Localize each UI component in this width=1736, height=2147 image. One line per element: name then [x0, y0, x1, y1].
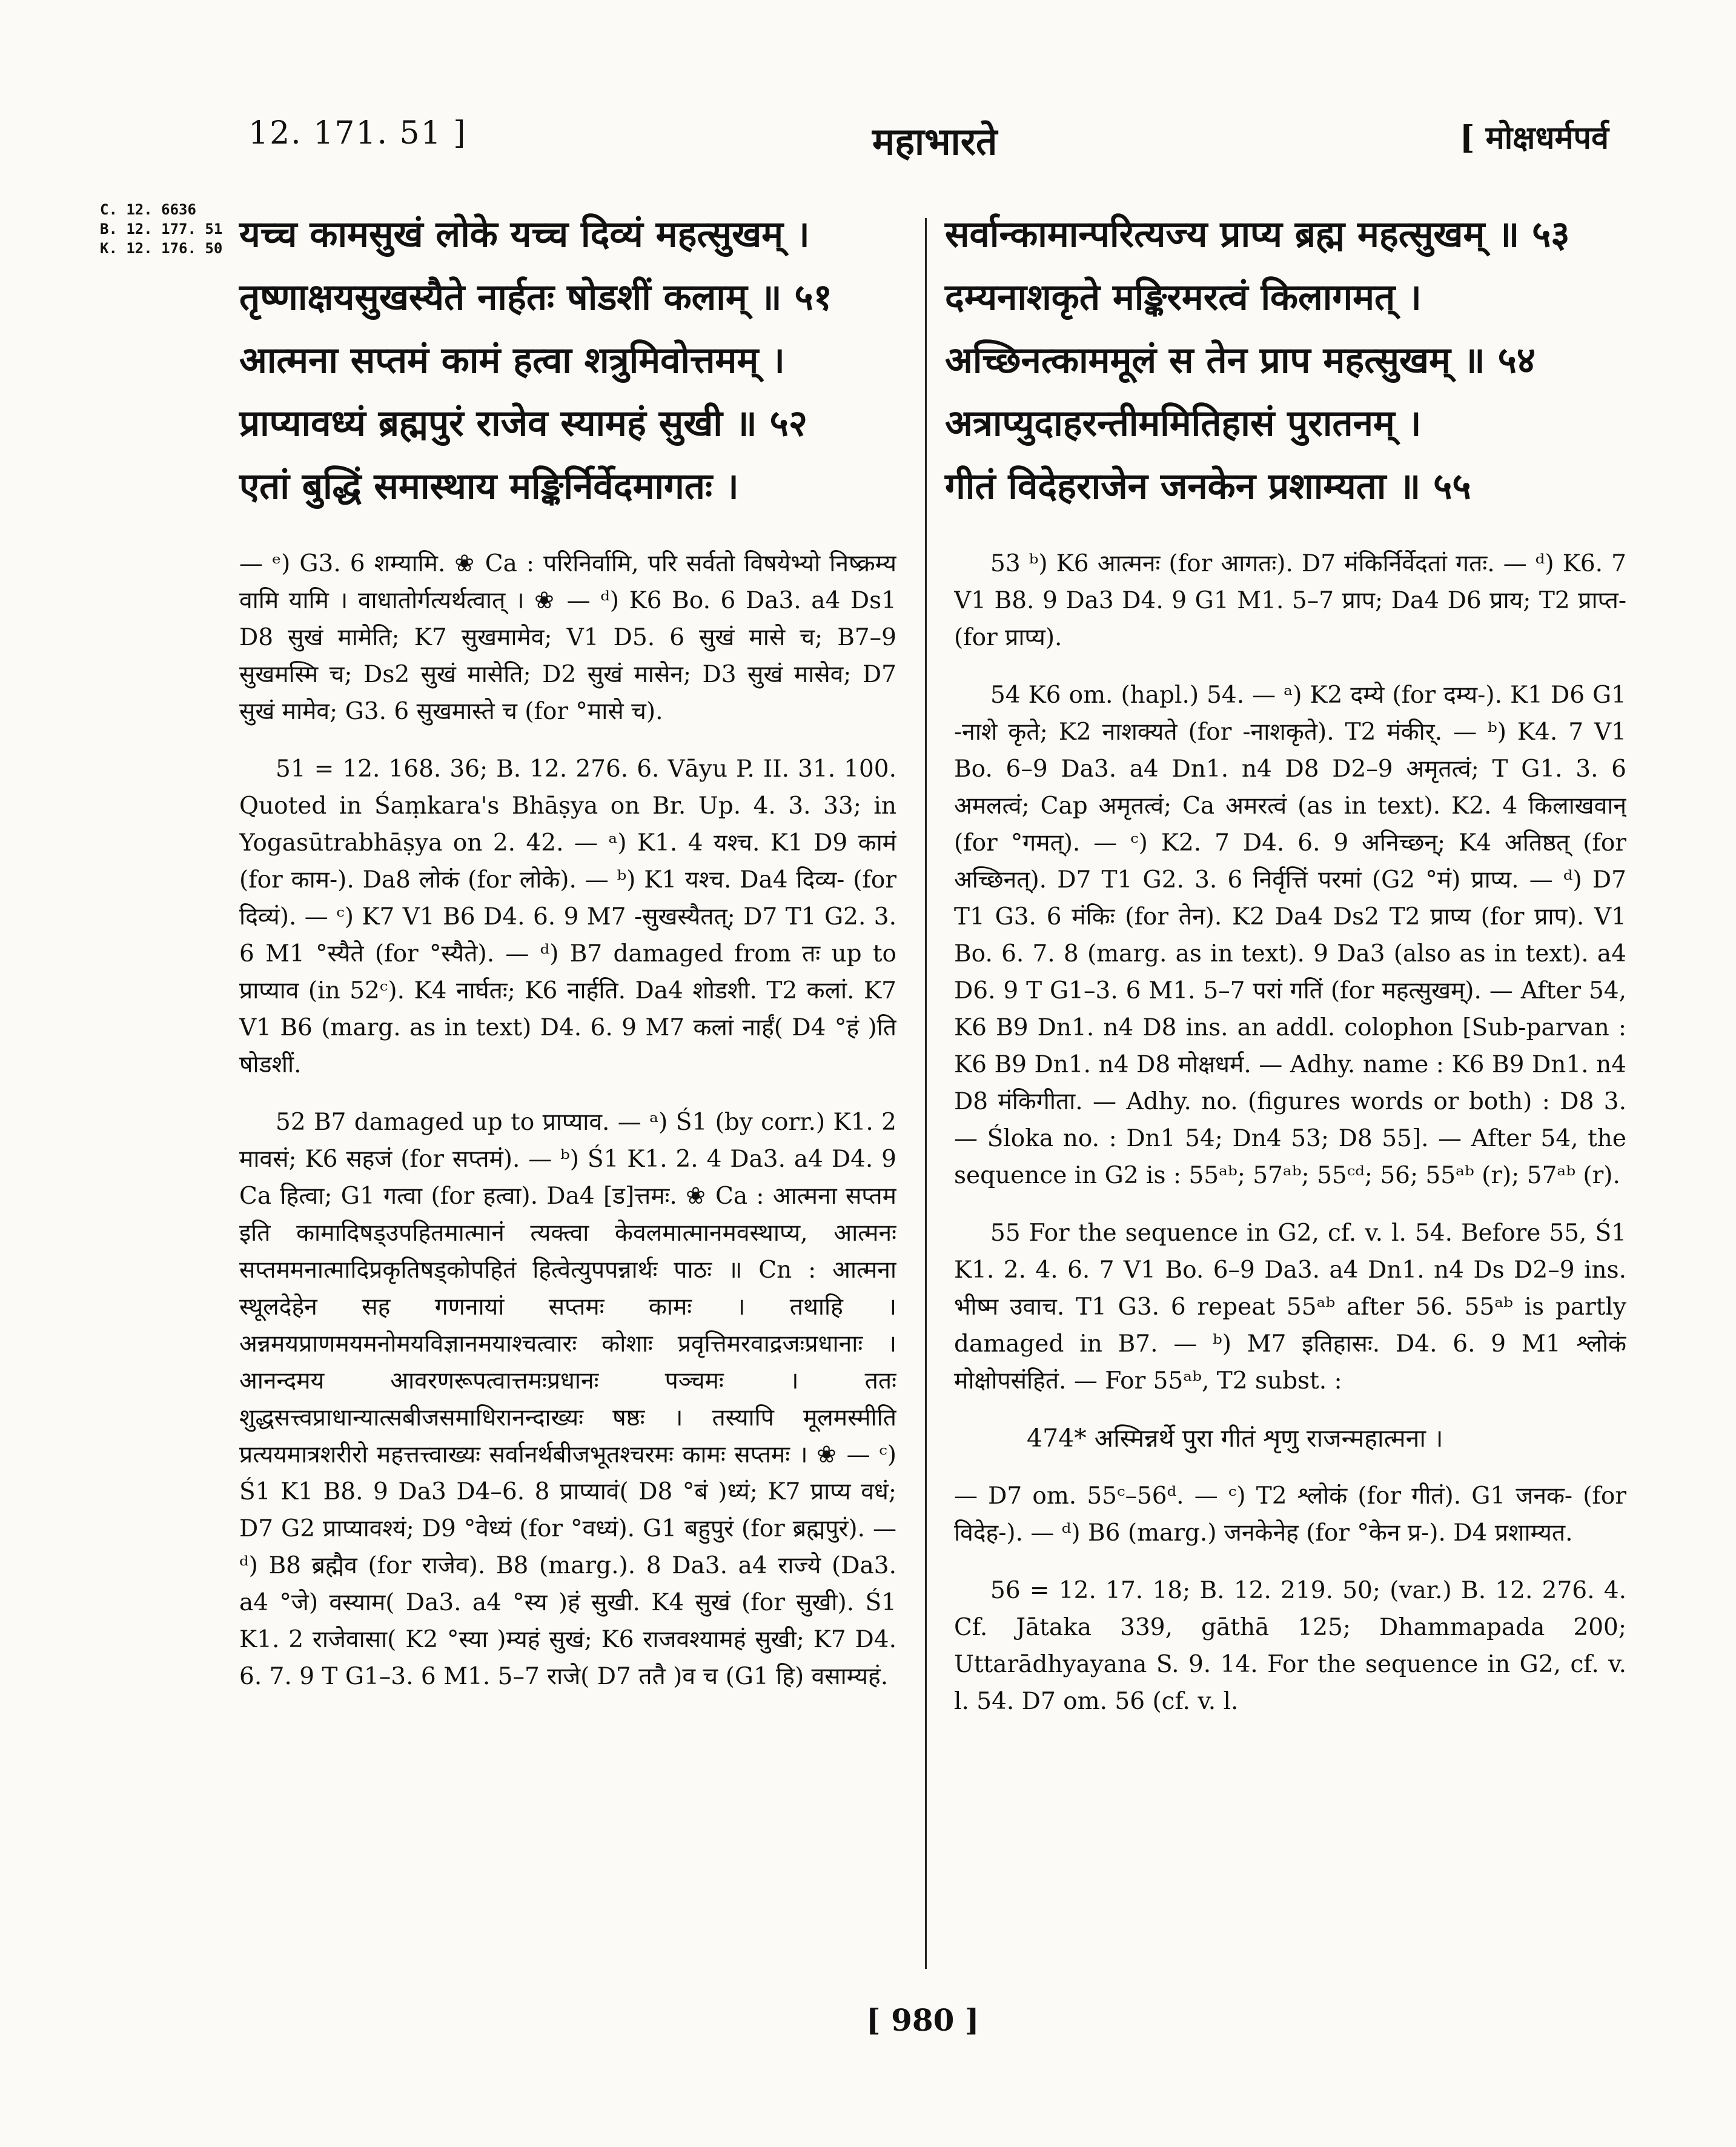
column-divider: [925, 218, 927, 1969]
note-paragraph: 56 = 12. 17. 18; B. 12. 219. 50; (var.) B. 12. 276. 4. Cf. Jātaka 339, gāthā 125; Dhammapada 200; Uttarādhyayana S. 9. 14. For the sequence in G2, cf. v. l. 54. D7 om. 56 (cf. v. l.: [954, 1577, 1626, 1715]
critical-notes-right: [954, 545, 1626, 2011]
concordance-references: [100, 200, 222, 258]
note-paragraph: 55 For the sequence in G2, cf. v. l. 54. Before 55, Ś1 K1. 2. 4. 6. 7 V1 Bo. 6–9 Da3. a4 Dn1. n4 Ds D2–9 ins. भीष्म उवाच. T1 G3. 6 repeat 55ᵃᵇ after 56. 55ᵃᵇ is partly damaged in B7. — ᵇ) M7 इतिहासः. D4. 6. 9 M1 श्लोकं मोक्षोपसंहितं. — For 55ᵃᵇ, T2 subst. :: [954, 1220, 1626, 1395]
verse-line: आत्मना सप्तमं कामं हत्वा शत्रुमिवोत्तमम् ।: [239, 339, 785, 382]
verse-line: सर्वान्कामान्परित्यज्य प्राप्य ब्रह्म महत्सुखम् ॥ ५३: [945, 213, 1570, 256]
verse-line: एतां बुद्धिं समास्थाय मङ्किर्निर्वेदमागतः ।: [239, 465, 739, 508]
section-title: [ मोक्षधर्मपर्व: [1459, 119, 1609, 156]
verse-line: अच्छिनत्काममूलं स तेन प्राप महत्सुखम् ॥ ५४: [945, 339, 1536, 382]
note-paragraph: — ᵉ) G3. 6 शम्यामि. ❀ Ca : परिनिर्वामि, परि सर्वतो विषयेभ्यो निष्क्रम्य वामि यामि । वाधातोर्गत्यर्थत्वात् । ❀ — ᵈ) K6 Bo. 6 Da3. a4 Ds1 D8 सुखं मामेति; K7 सुखमामेव; V1 D5. 6 सुखं मासे च; B7–9 सुखमस्मि च; Ds2 सुखं मासेति; D2 सुखं मासेन; D3 सुखं मासेव; D7 सुखं मामेव; G3. 6 सुखमास्ते च (for °मासे च).: [239, 550, 896, 725]
verse-line: गीतं विदेहराजेन जनकेन प्रशाम्यता ॥ ५५: [945, 465, 1471, 508]
note-paragraph: 53 ᵇ) K6 आत्मनः (for आगतः). D7 मंकिर्निर्वेदतां गतः. — ᵈ) K6. 7 V1 B8. 9 Da3 D4. 9 G1 M1. 5–7 प्राप; Da4 D6 प्राय; T2 प्राप्त- (for प्राप्य).: [954, 550, 1626, 651]
header-reference: 12. 171. 51 ]: [248, 115, 467, 151]
note-paragraph: 52 B7 damaged up to प्राप्याव. — ᵃ) Ś1 (by corr.) K1. 2 मावसं; K6 सहजं (for सप्तमं). — ᵇ) Ś1 K1. 2. 4 Da3. a4 D4. 9 Ca हित्वा; G1 गत्वा (for हत्वा). Da4 [ड]त्तमः. ❀ Ca : आत्मना सप्तम इति कामादिषड्उपहितमात्मानं त्यक्त्वा केवलमात्मानमवस्थाप्य, आत्मनः सप्तममनात्मादिप्रकृतिषड्कोपहितं हित्वेत्युपपन्नार्थः पाठः ॥ Cn : आत्मना स्थूलदेहेन सह गणनायां सप्तमः कामः । तथाहि । अन्नमयप्राणमयमनोमयविज्ञानमयाश्चत्वारः कोशाः प्रवृत्तिमरवाद्रजःप्रधानाः । आनन्दमय आवरणरूपत्वात्तमःप्रधानः पञ्चमः । ततः शुद्धसत्त्वप्राधान्यात्सबीजसमाधिरानन्दाख्यः षष्ठः । तस्यापि मूलमस्मीति प्रत्ययमात्रशरीरो महत्तत्त्वाख्यः सर्वानर्थबीजभूतश्चरमः कामः सप्तमः । ❀ — ᶜ) Ś1 K1 B8. 9 Da3 D4–6. 8 प्राप्यावं( D8 °बं )ध्यं; K7 प्राप्य वधं; D7 G2 प्राप्यावश्यं; D9 °वेध्यं (for °वध्यं). G1 बहुपुरं (for ब्रह्मपुरं). — ᵈ) B8 ब्रह्मैव (for राजेव). B8 (marg.). 8 Da3. a4 राज्ये (Da3. a4 °जे) वस्याम( Da3. a4 °स्य )हं सुखी. K4 सुखं (for सुखी). Ś1 K1. 2 राजेवासा( K2 °स्या )म्यहं सुखं; K6 राजवश्यामहं सुखी; K7 D4. 6. 7. 9 T G1–3. 6 M1. 5–7 राजे( D7 ततै )व च (G1 हि) वसाम्यहं.: [239, 1109, 896, 1690]
page-number: [ 980 ]: [866, 2002, 979, 2038]
side-ref: K. 12. 176. 50: [100, 240, 223, 257]
note-paragraph: 54 K6 om. (hapl.) 54. — ᵃ) K2 दम्ये (for दम्य-). K1 D6 G1 -नाशे कृते; K2 नाशक्यते (for -नाशकृते). T2 मंकीर्. — ᵇ) K4. 7 V1 Bo. 6–9 Da3. a4 Dn1. n4 D8 D2–9 अमृतत्वं; T G1. 3. 6 अमलत्वं; Cap अमृतत्वं; Ca अमरत्वं (as in text). K2. 4 किलाखवान् (for °गमत्). — ᶜ) K2. 7 D4. 6. 9 अनिच्छन्; K4 अतिष्ठत् (for अच्छिनत्). D7 T1 G2. 3. 6 निर्वृत्तिं परमां (G2 °मं) प्राप्य. — ᵈ) D7 T1 G3. 6 मंकिः (for तेन). K2 Da4 Ds2 T2 प्राप्य (for प्राप). V1 Bo. 6. 7. 8 (marg. as in text). 9 Da3 (also as in text). a4 D6. 9 T G1–3. 6 M1. 5–7 परां गतिं (for महत्सुखम्). — After 54, K6 B9 Dn1. n4 D8 ins. an addl. colophon [Sub-parvan : K6 B9 Dn1. n4 D8 मोक्षधर्म. — Adhy. name : K6 B9 Dn1. n4 D8 मंकिगीता. — Adhy. no. (figures words or both) : D8 3. — Śloka no. : Dn1 54; Dn4 53; D8 55]. — After 54, the sequence in G2 is : 55ᵃᵇ; 57ᵃᵇ; 55ᶜᵈ; 56; 55ᵃᵇ (r); 57ᵃᵇ (r).: [954, 682, 1626, 1189]
page-title: महाभारते: [872, 119, 998, 164]
verse-line: अत्राप्युदाहरन्तीममितिहासं पुरातनम् ।: [945, 402, 1422, 445]
verse-line: तृष्णाक्षयसुखस्यैते नार्हतः षोडशीं कलाम् ॥ ५१: [239, 276, 832, 319]
verse-line: यच्च कामसुखं लोके यच्च दिव्यं महत्सुखम् ।: [239, 213, 810, 256]
verse-block-right: [945, 203, 1623, 518]
insertion-passage: 474* अस्मिन्नर्थे पुरा गीतं शृणु राजन्महात्मना ।: [1027, 1424, 1443, 1453]
verse-line: प्राप्यावध्यं ब्रह्मपुरं राजेव स्यामहं सुखी ॥ ५२: [239, 402, 807, 445]
side-ref: B. 12. 177. 51: [100, 221, 223, 237]
critical-notes-left: [239, 545, 896, 1993]
note-paragraph: — D7 om. 55ᶜ–56ᵈ. — ᶜ) T2 श्लोकं (for गीतं). G1 जनक- (for विदेह-). — ᵈ) B6 (marg.) जनकेनेह (for °केन प्र-). D4 प्रशाम्यत.: [954, 1482, 1626, 1547]
verse-line: दम्यनाशकृते मङ्किरमरत्वं किलागमत् ।: [945, 276, 1422, 319]
side-ref: C. 12. 6636: [100, 201, 196, 218]
note-paragraph: 51 = 12. 168. 36; B. 12. 276. 6. Vāyu P. II. 31. 100. Quoted in Śaṃkara's Bhāṣya on Br. Up. 4. 3. 33; in Yogasūtrabhāṣya on 2. 42. — ᵃ) K1. 4 यश्च. K1 D9 कामं (for काम-). Da8 लोकं (for लोके). — ᵇ) K1 यश्च. Da4 दिव्य- (for दिव्यं). — ᶜ) K7 V1 B6 D4. 6. 9 M7 -सुखस्यैतत्; D7 T1 G2. 3. 6 M1 °स्यैते (for °स्यैते). — ᵈ) B7 damaged from तः up to प्राप्याव (in 52ᶜ). K4 नार्घतः; K6 नार्हति. Da4 शोडशी. T2 कलां. K7 V1 B6 (marg. as in text) D4. 6. 9 M7 कलां नार्हं( D4 °हं )ति षोडशीं.: [239, 755, 896, 1078]
verse-block-left: [239, 203, 906, 518]
